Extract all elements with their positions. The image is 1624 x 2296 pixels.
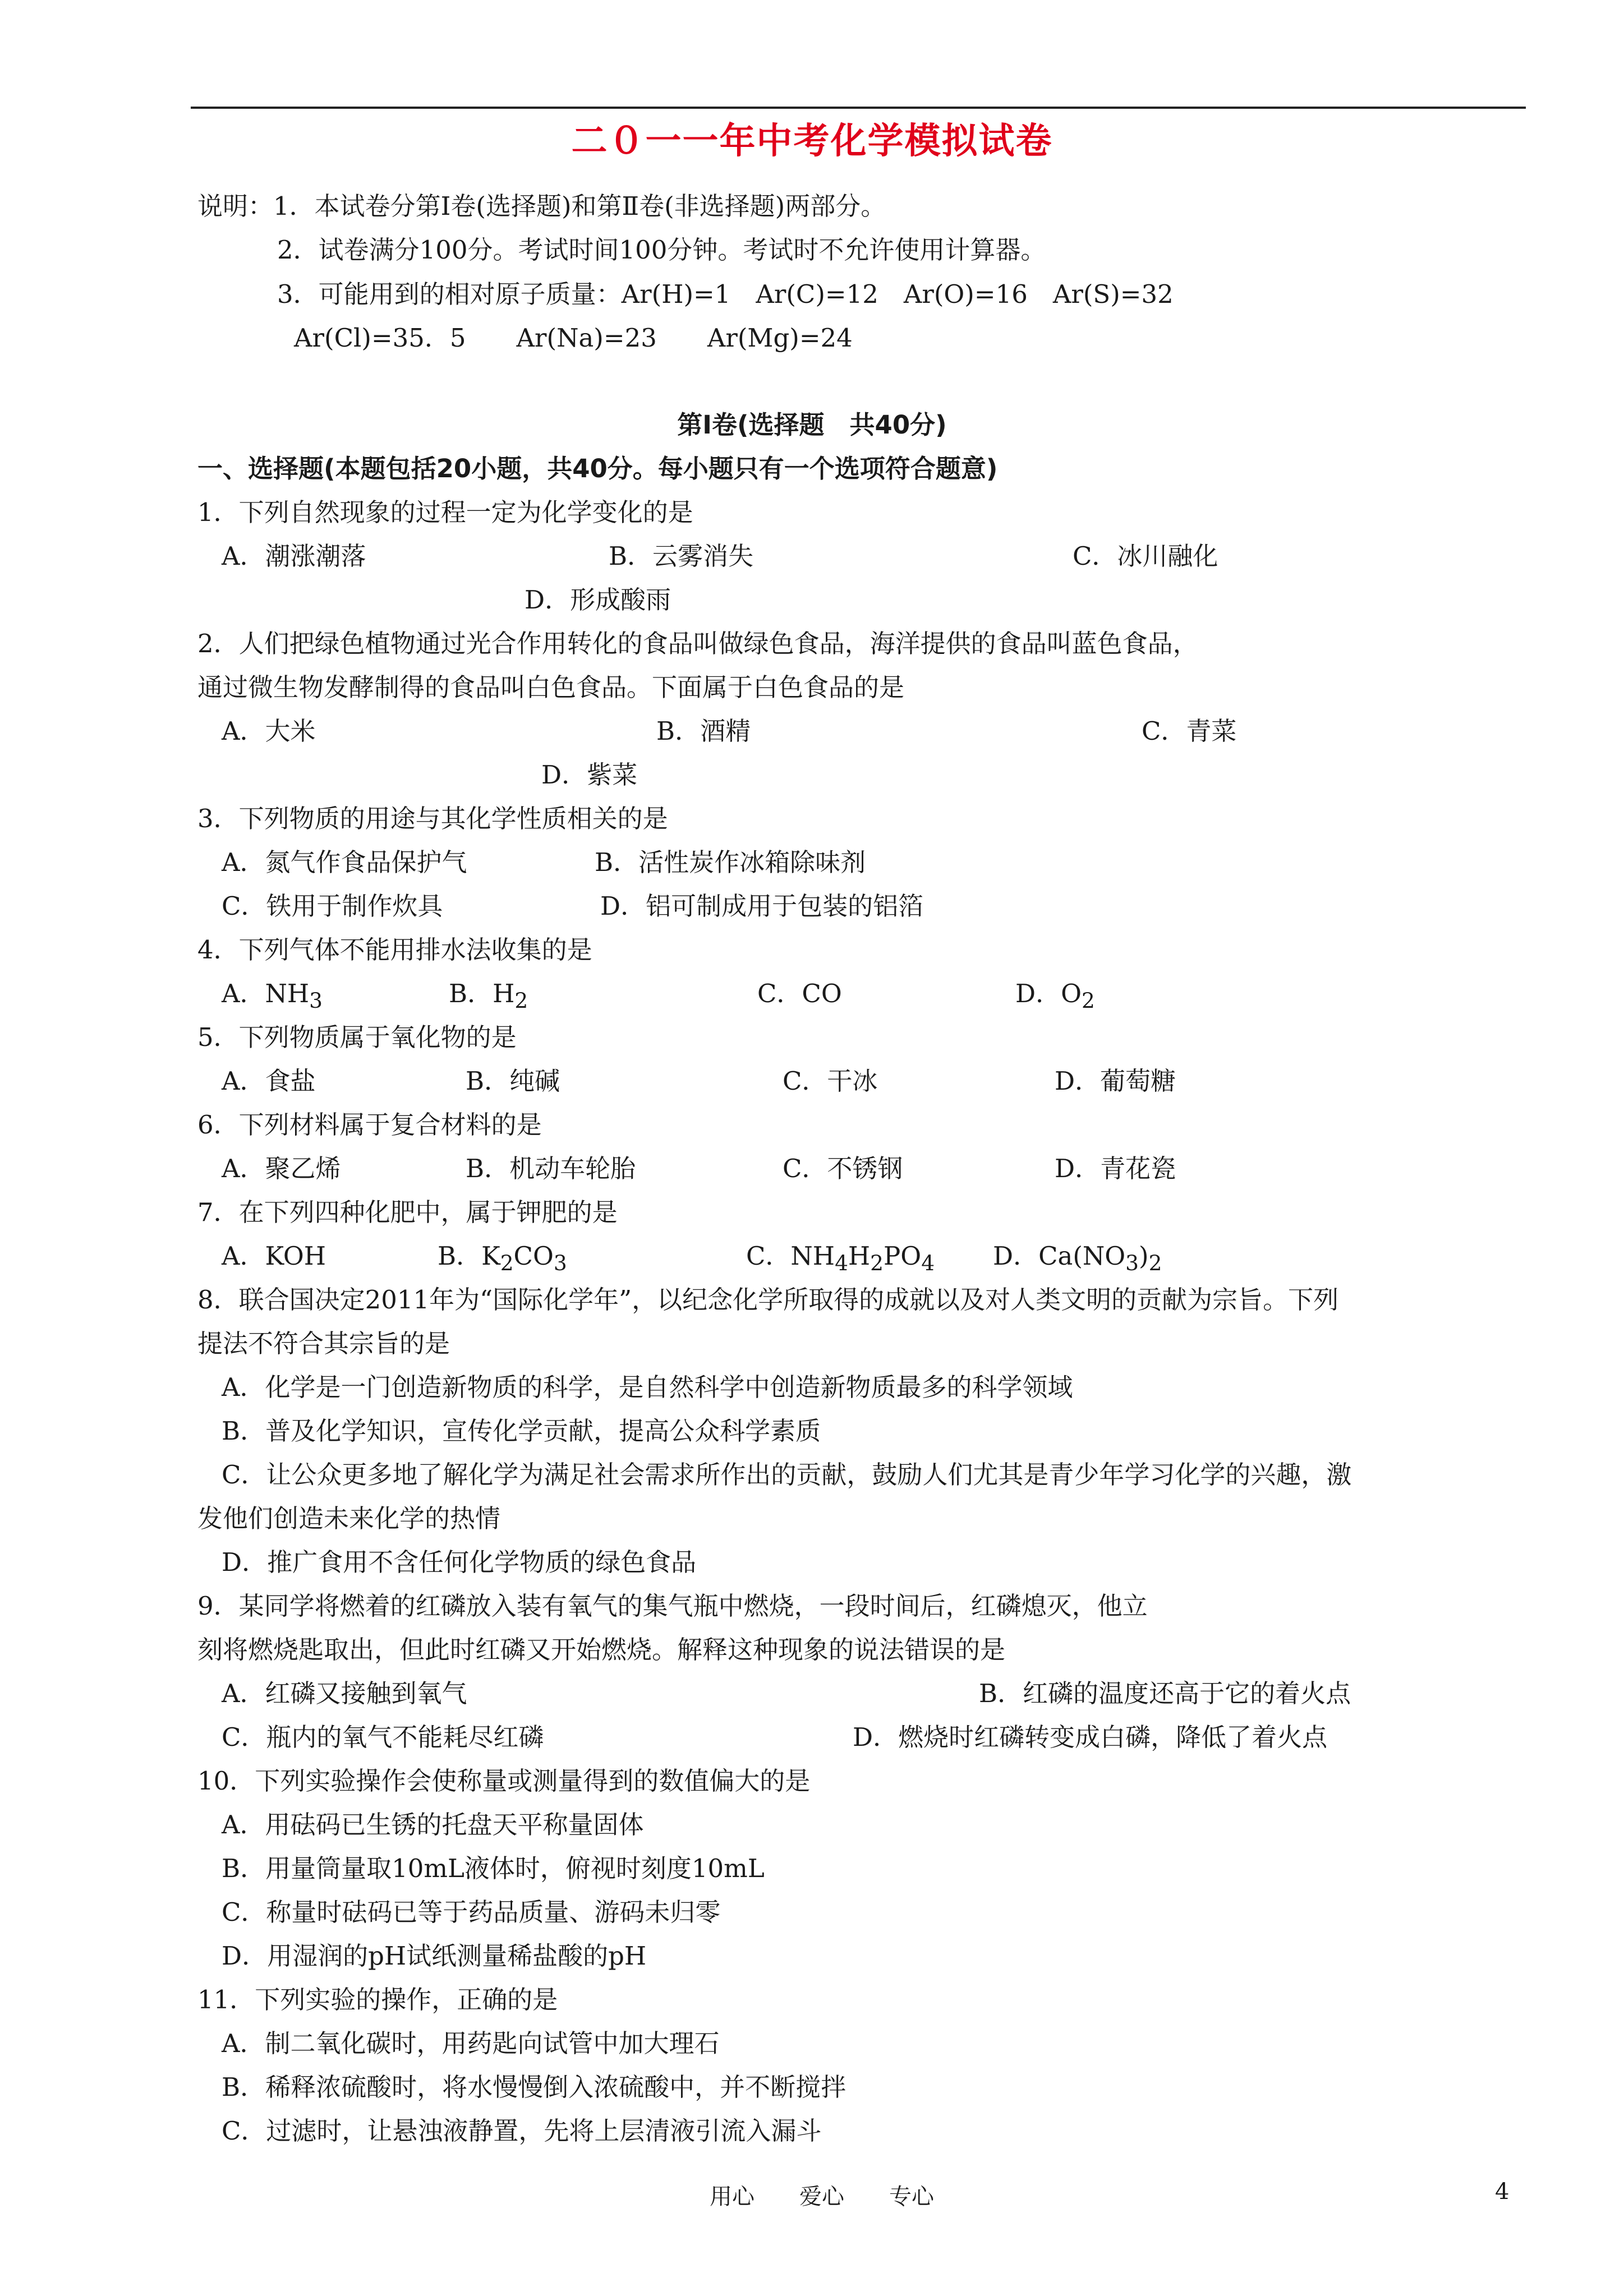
q9-stem-cont: 刻将燃烧匙取出，但此时红磷又开始燃烧。解释这种现象的说法错误的是 [197, 1635, 1006, 1665]
q6-option-b: B．机动车轮胎 [466, 1154, 636, 1183]
note-4: Ar(Cl)=35．5 Ar(Na)=23 Ar(Mg)=24 [294, 323, 853, 353]
q11-option-b: B．稀释浓硫酸时，将水慢慢倒入浓硫酸中，并不断搅拌 [222, 2072, 846, 2102]
q10-option-b: B．用量筒量取10mL液体时，俯视时刻度10mL [222, 1854, 765, 1883]
q2-stem-cont: 通过微生物发酵制得的食品叫白色食品。下面属于白色食品的是 [197, 672, 905, 702]
q4-option-a: A．$NH_3$ [222, 979, 323, 1013]
q4-option-c: C．CO [757, 979, 842, 1008]
page-number: 4 [1495, 2179, 1510, 2205]
q3-option-a: A．氮气作食品保护气 [222, 847, 467, 877]
note-2: 2．试卷满分100分。考试时间100分钟。考试时不允许使用计算器。 [277, 235, 1046, 265]
q3-option-d: D．铝可制成用于包装的铝箔 [600, 891, 924, 921]
q10-stem: 10．下列实验操作会使称量或测量得到的数值偏大的是 [197, 1766, 811, 1796]
q3-option-b: B．活性炭作冰箱除味剂 [595, 847, 866, 877]
q10-option-d: D．用湿润的pH试纸测量稀盐酸的pH [222, 1941, 647, 1971]
q4-stem: 4．下列气体不能用排水法收集的是 [197, 935, 592, 965]
q6-option-a: A．聚乙烯 [222, 1154, 341, 1183]
q9-option-b: B．红磷的温度还高于它的着火点 [979, 1679, 1351, 1708]
q8-option-d: D．推广食用不含任何化学物质的绿色食品 [222, 1547, 697, 1577]
q7-stem: 7．在下列四种化肥中，属于钾肥的是 [197, 1197, 618, 1227]
q5-option-a: A．食盐 [222, 1066, 316, 1096]
note-1: 说明：1．本试卷分第Ⅰ卷(选择题)和第Ⅱ卷(非选择题)两部分。 [197, 191, 886, 221]
q5-stem: 5．下列物质属于氧化物的是 [197, 1022, 517, 1052]
q8-option-b: B．普及化学知识，宣传化学贡献，提高公众科学素质 [222, 1416, 821, 1446]
q11-option-a: A．制二氧化碳时，用药匙向试管中加大理石 [222, 2028, 720, 2058]
q1-option-a: A．潮涨潮落 [222, 541, 366, 571]
q6-stem: 6．下列材料属于复合材料的是 [197, 1110, 542, 1140]
q7-option-c: C．$NH_4H_2PO_4$ [746, 1241, 935, 1275]
q1-option-b: B．云雾消失 [609, 541, 754, 571]
q8-stem: 8．联合国决定2011年为“国际化学年”，以纪念化学所取得的成就以及对人类文明的贡献为宗旨。下列 [197, 1285, 1339, 1315]
q6-option-c: C．不锈钢 [783, 1154, 903, 1183]
q3-stem: 3．下列物质的用途与其化学性质相关的是 [197, 804, 668, 833]
q8-option-c: C．让公众更多地了解化学为满足社会需求所作出的贡献，鼓励人们尤其是青少年学习化学的兴趣，激 [222, 1460, 1352, 1490]
q2-stem: 2．人们把绿色植物通过光合作用转化的食品叫做绿色食品，海洋提供的食品叫蓝色食品， [197, 629, 1198, 658]
q8-option-c-cont: 发他们创造未来化学的热情 [197, 1504, 501, 1533]
q8-stem-cont: 提法不符合其宗旨的是 [197, 1329, 450, 1358]
q2-option-c: C．青菜 [1142, 716, 1237, 746]
q3-option-c: C．铁用于制作炊具 [222, 891, 443, 921]
q9-option-a: A．红磷又接触到氧气 [222, 1679, 467, 1708]
page-title: 二０一一年中考化学模拟试卷 [571, 121, 1053, 162]
q11-option-c: C．过滤时，让悬浊液静置，先将上层清液引流入漏斗 [222, 2116, 822, 2146]
q11-stem: 11．下列实验的操作，正确的是 [197, 1985, 558, 2014]
q9-option-d: D．燃烧时红磷转变成白磷，降低了着火点 [853, 1722, 1328, 1752]
q10-option-a: A．用砝码已生锈的托盘天平称量固体 [222, 1810, 644, 1839]
q2-option-d: D．紫菜 [541, 760, 638, 790]
q5-option-d: D．葡萄糖 [1055, 1066, 1176, 1096]
q1-stem: 1．下列自然现象的过程一定为化学变化的是 [197, 497, 693, 527]
section-title: 第Ⅰ卷(选择题 共40分) [677, 410, 947, 440]
q4-option-b: B．$H_2$ [449, 979, 528, 1013]
q10-option-c: C．称量时砝码已等于药品质量、游码未归零 [222, 1897, 721, 1927]
q8-option-a: A．化学是一门创造新物质的科学，是自然科学中创造新物质最多的科学领域 [222, 1372, 1073, 1402]
note-3: 3．可能用到的相对原子质量：Ar(H)=1 Ar(C)=12 Ar(O)=16 Ar(S)=32 [277, 279, 1174, 309]
q6-option-d: D．青花瓷 [1055, 1154, 1176, 1183]
q9-stem: 9．某同学将燃着的红磷放入装有氧气的集气瓶中燃烧，一段时间后，红磷熄灭，他立 [197, 1591, 1148, 1621]
q7-option-a: A．KOH [222, 1241, 326, 1271]
q4-option-d: D．$O_2$ [1015, 979, 1095, 1013]
q7-option-b: B．$K_2CO_3$ [438, 1241, 567, 1275]
q5-option-b: B．纯碱 [466, 1066, 560, 1096]
q2-option-a: A．大米 [222, 716, 316, 746]
q5-option-c: C．干冰 [783, 1066, 878, 1096]
q2-option-b: B．酒精 [656, 716, 751, 746]
top-rule [191, 107, 1526, 109]
q7-option-d: D．$Ca(NO_3)_2$ [993, 1241, 1162, 1275]
q9-option-c: C．瓶内的氧气不能耗尽红磷 [222, 1722, 544, 1752]
footer-motto: 用心 爱心 专心 [710, 2184, 934, 2210]
part-heading: 一、选择题(本题包括20小题，共40分。每小题只有一个选项符合题意) [197, 454, 998, 483]
q1-option-c: C．冰川融化 [1073, 541, 1218, 571]
q1-option-d: D．形成酸雨 [525, 585, 671, 615]
